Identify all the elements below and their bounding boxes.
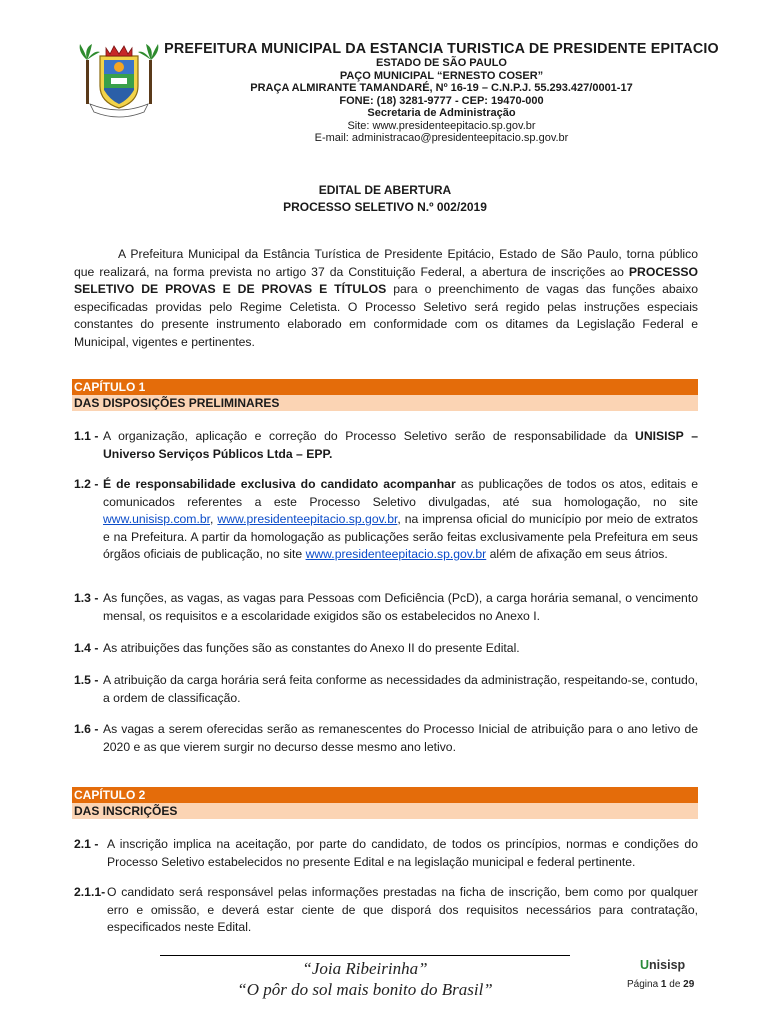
clause-text-post: além de afixação em seus átrios. [486, 547, 668, 561]
clause-text: As funções, as vagas, as vagas para Pessoas com Deficiência (PcD), a carga horária semanal, o vencimento mensal, os requisitos e a escolaridade exigidos são os estabelecidos no Anexo I. [103, 591, 698, 623]
chapter-1-name: DAS DISPOSIÇÕES PRELIMINARES [72, 395, 698, 411]
page-number [627, 979, 694, 990]
chapter-2-number: CAPÍTULO 2 [72, 787, 698, 803]
intro-paragraph [74, 246, 698, 351]
intro-text-bold: PROCESSO SELETIVO DE PROVAS E DE PROVAS E TÍTULOS [74, 264, 698, 296]
clause-2-1 [74, 836, 698, 871]
state-line: ESTADO DE SÃO PAULO [376, 57, 507, 69]
clause-text: As atribuições das funções são as constantes do Anexo II do presente Edital. [103, 641, 520, 655]
clause-text: A organização, aplicação e correção do Processo Seletivo serão de responsabilidade da [103, 429, 636, 443]
clause-text: As vagas a serem oferecidas serão as remanescentes do Processo Inicial de atribuição para o ano letivo de 2020 e as que vierem surgir no decurso desse mesmo ano letivo. [103, 722, 698, 754]
clause-1-1 [74, 428, 698, 463]
address-line: PRAÇA ALMIRANTE TAMANDARÉ, Nº 16-19 – C.N.P.J. 55.293.427/0001-17 [250, 82, 633, 94]
unisisp-link[interactable]: www.unisisp.com.br [103, 512, 211, 526]
email-line: E-mail: administracao@presidenteepitacio.sp.gov.br [314, 132, 569, 144]
municipality-title: PREFEITURA MUNICIPAL DA ESTANCIA TURISTICA DE PRESIDENTE EPITACIO [164, 41, 719, 57]
unisisp-logo [640, 958, 685, 972]
prefeitura-link[interactable]: www.presidenteepitacio.sp.gov.br [217, 512, 398, 526]
document-title [0, 182, 770, 216]
prefeitura-link-2[interactable]: www.presidenteepitacio.sp.gov.br [305, 547, 487, 561]
unisisp-logo-u: U [640, 958, 650, 972]
footer-slogan-line1: “Joia Ribeirinha” [302, 959, 428, 978]
document-title-line1: EDITAL DE ABERTURA [318, 183, 452, 197]
clause-number: 2.1.1- [74, 885, 106, 899]
clause-1-5 [74, 672, 698, 707]
clause-number: 1.4 - [74, 641, 99, 655]
intro-text-1: A Prefeitura Municipal da Estância Turística de Presidente Epitácio, Estado de São Paulo, torna público que realizará, na forma prevista no artigo 37 da Constituição Federal, a abertura de inscrições ao [74, 247, 698, 279]
chapter-2-name: DAS INSCRIÇÕES [72, 803, 698, 819]
clause-number: 1.2 - [74, 477, 99, 491]
clause-text-bold: É de responsabilidade exclusiva do candidato acompanhar [103, 477, 456, 491]
page-total: 29 [683, 979, 695, 990]
site-line: Site: www.presidenteepitacio.sp.gov.br [347, 119, 536, 132]
footer-slogan-line2: “O pôr do sol mais bonito do Brasil” [237, 980, 493, 999]
clause-number: 1.3 - [74, 591, 99, 605]
palace-line: PAÇO MUNICIPAL “ERNESTO COSER” [339, 69, 544, 82]
clause-1-4 [74, 640, 698, 658]
page-mid: de [666, 979, 684, 990]
clause-2-1-1 [74, 884, 698, 937]
unisisp-logo-text: nisisp [649, 958, 686, 972]
page-current: 1 [660, 979, 667, 990]
clause-number: 1.5 - [74, 673, 99, 687]
letterhead [78, 42, 718, 152]
department-line: Secretaria de Administração [367, 107, 516, 119]
clause-text: O candidato será responsável pelas informações prestadas na ficha de inscrição, bem como por qualquer erro e omissão, e deverá estar ciente de que disporá dos requisitos necessários para contratação, especificados neste Edital. [107, 885, 698, 934]
clause-number: 1.6 - [74, 722, 99, 736]
municipal-crest-icon [78, 42, 160, 118]
clause-number: 1.1 - [74, 429, 99, 443]
clause-text-bold: UNISISP – Universo Serviços Públicos Ltda – EPP. [103, 429, 698, 461]
clause-1-2 [74, 476, 698, 564]
chapter-1-heading [72, 379, 698, 411]
phone-line: FONE: (18) 3281-9777 - CEP: 19470-000 [339, 94, 544, 107]
clause-1-3 [74, 590, 698, 625]
chapter-1-number: CAPÍTULO 1 [72, 379, 698, 395]
document-title-line2: PROCESSO SELETIVO N.º 002/2019 [283, 200, 487, 214]
page-prefix: Página [627, 979, 661, 990]
clause-separator: , [210, 512, 218, 526]
clause-text: as publicações de todos os atos, editais e comunicados referentes a este Processo Seletivo divulgadas, até sua homologação, no site [103, 477, 698, 509]
intro-text-2: para o preenchimento de vagas das funções abaixo especificadas providas pelo Regime Celetista. O Processo Seletivo será regido pelas instruções especiais constantes do presente instrumento elaborado em conformidade com os ditames da Legislação Federal e Municipal, vigentes e pertinentes. [74, 282, 698, 349]
clause-text-mid: , na imprensa oficial do município por meio de extratos e na Prefeitura. A partir da homologação as publicações serão feitas exclusivamente pela Prefeitura em seus órgãos oficiais de publicação, no site [103, 512, 698, 561]
clause-number: 2.1 - [74, 837, 99, 851]
clause-text: A atribuição da carga horária será feita conforme as necessidades da administração, respeitando-se, contudo, a ordem de classificação. [103, 673, 698, 705]
footer-divider [160, 955, 570, 956]
clause-text: A inscrição implica na aceitação, por parte do candidato, de todos os princípios, normas e condições do Processo Seletivo estabelecidos no presente Edital e na legislação municipal e federal pertinente. [107, 837, 698, 869]
footer-slogan [160, 958, 570, 1000]
chapter-2-heading [72, 787, 698, 819]
letterhead-text [164, 42, 719, 145]
clause-1-6 [74, 721, 698, 756]
